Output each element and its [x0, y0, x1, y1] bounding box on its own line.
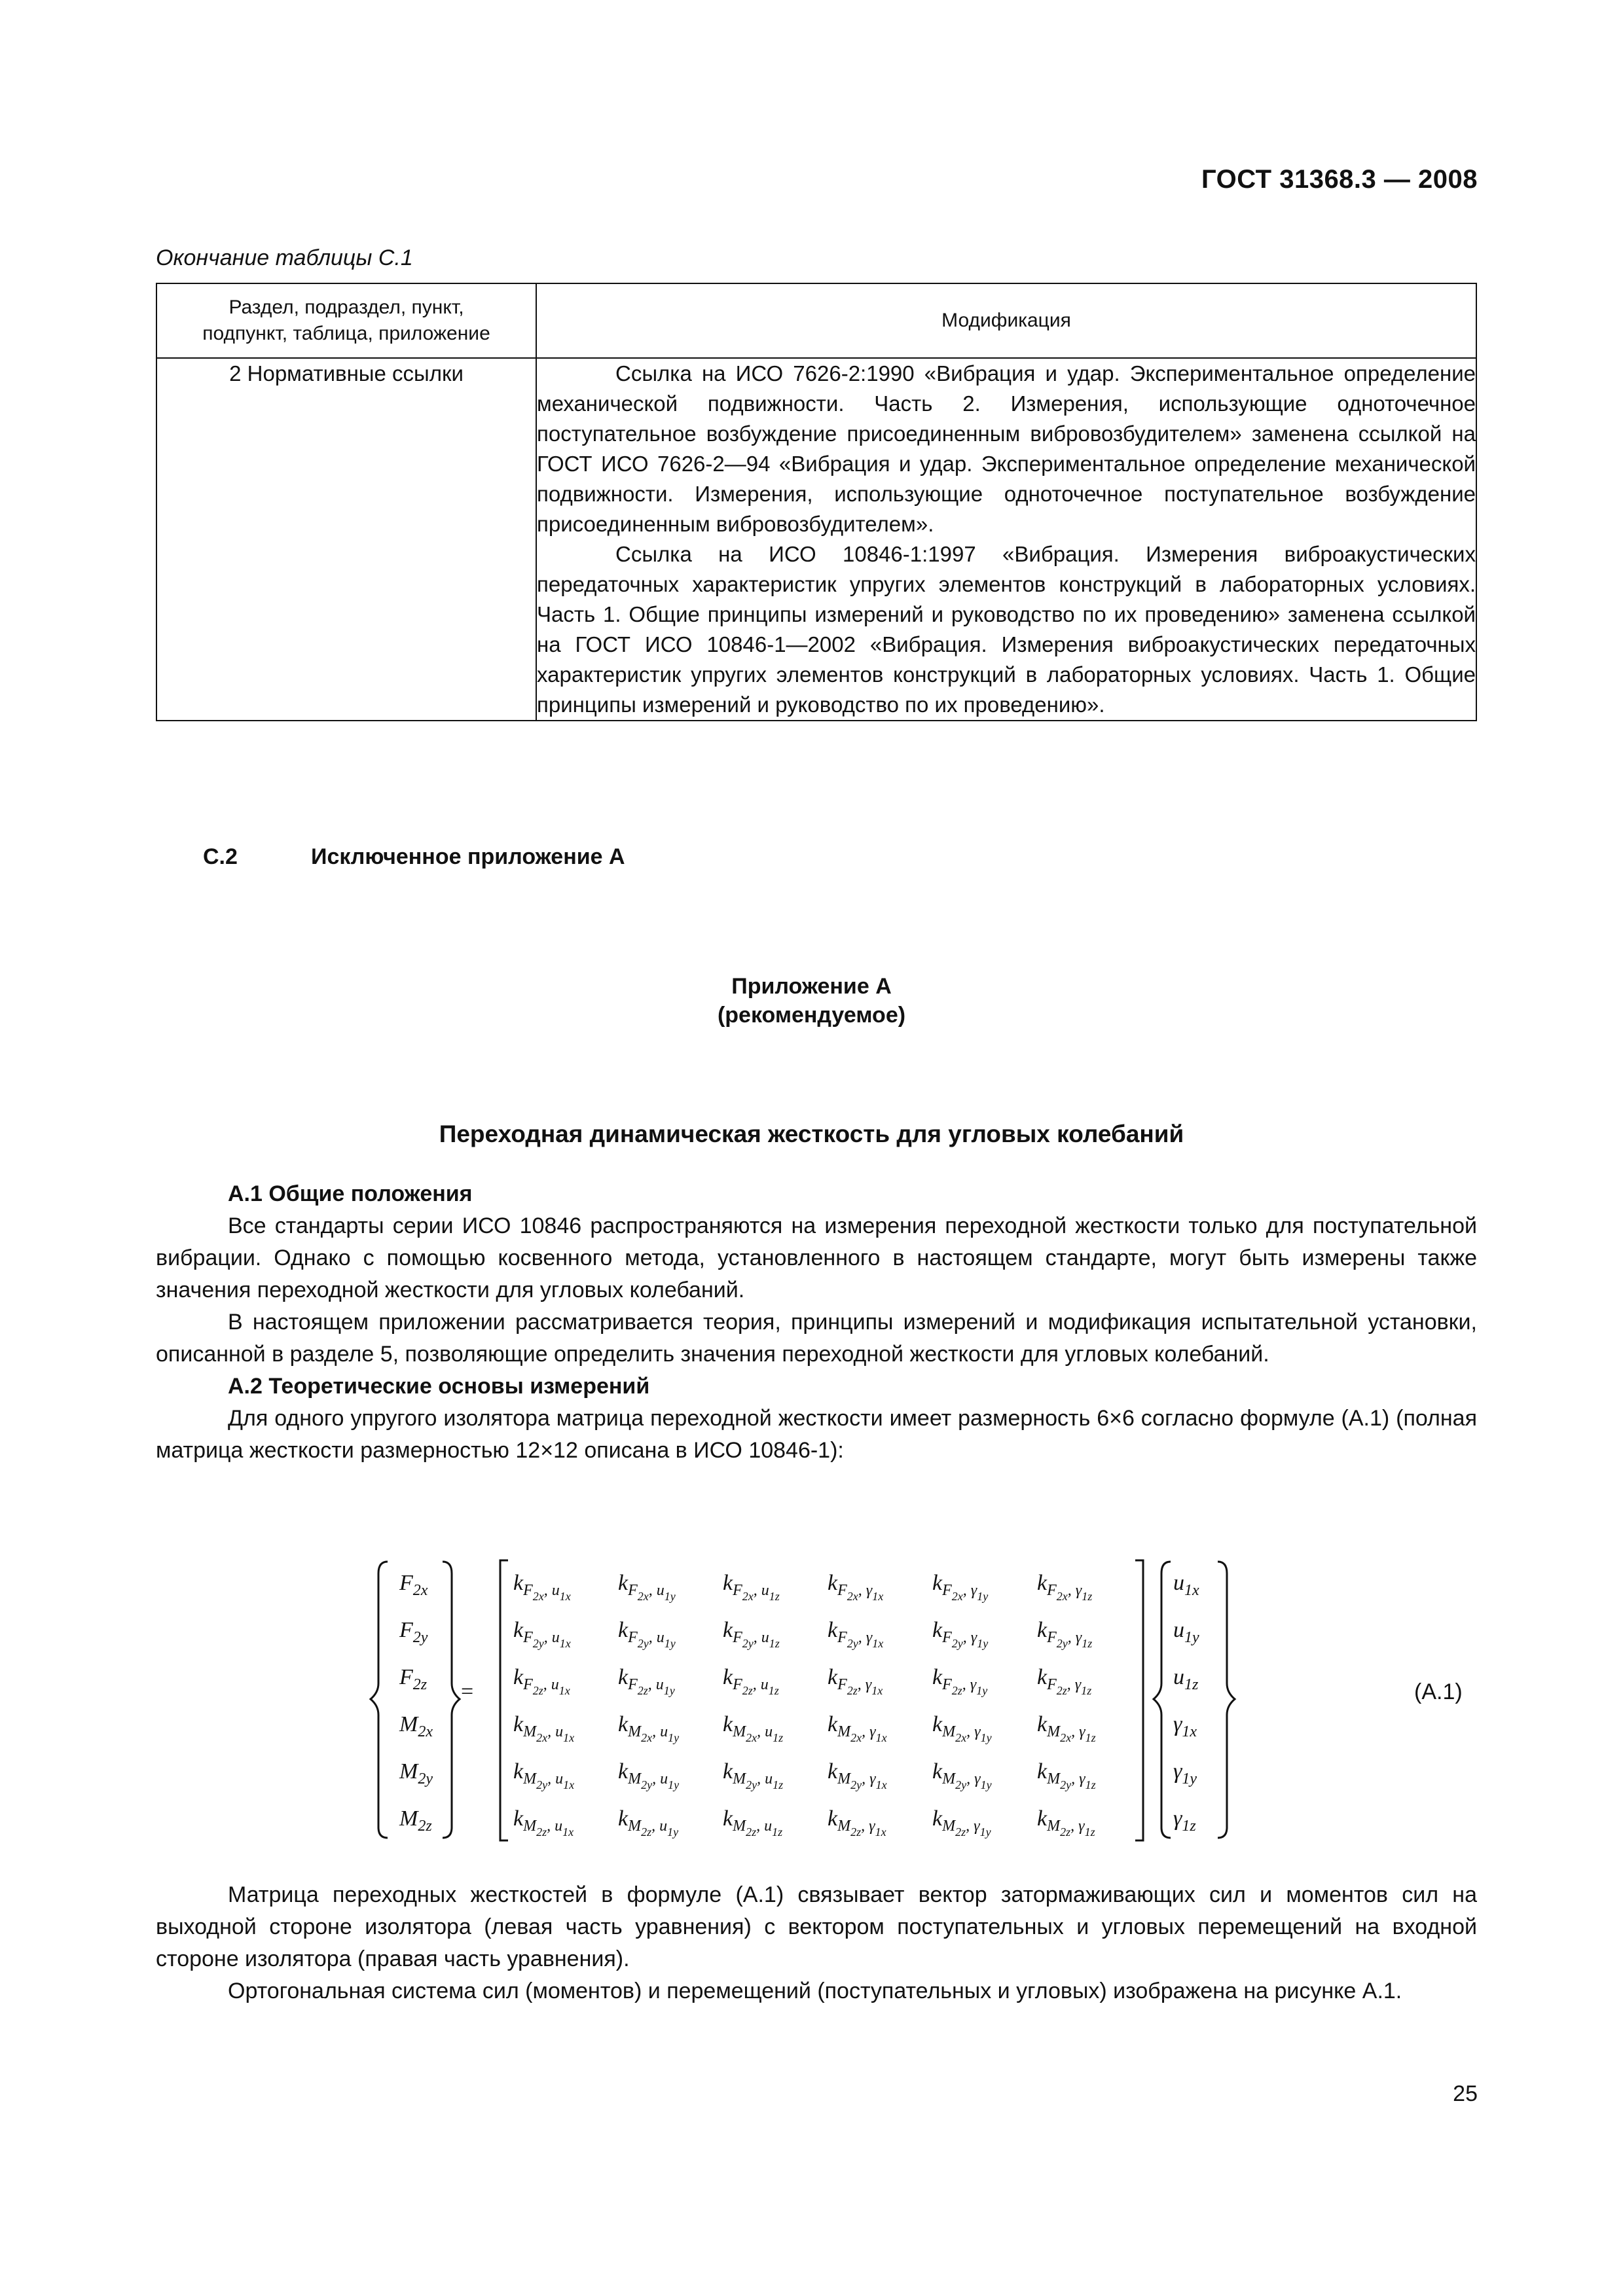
left-brace-rhs	[1154, 1562, 1171, 1838]
force-vector-entry: $F_{2y}$	[399, 1618, 428, 1646]
appendix-section-title: Переходная динамическая жесткость для угловых колебаний	[439, 1121, 1184, 1147]
matrix-entry: $k_{F_{2x}, \gamma_{1x}}$	[828, 1571, 884, 1603]
matrix-entry: $k_{F_{2z}, u_{1x}}$	[513, 1665, 570, 1697]
force-vector-entry: $F_{2z}$	[399, 1665, 428, 1693]
matrix-entry: $k_{M_{2x}, u_{1x}}$	[513, 1712, 575, 1744]
displacement-vector-entry: $u_{1x}$	[1173, 1571, 1199, 1599]
subsection-heading-a1: А.1 Общие положения	[228, 1181, 473, 1206]
matrix-entry: $k_{M_{2y}, u_{1y}}$	[618, 1759, 680, 1791]
paragraph: Для одного упругого изолятора матрица переходной жесткости имеет размерность 6×6 согласно формуле (А.1) (полная матрица жесткости размерностью 12×12 описана в ИСО 10846-1):	[156, 1406, 1477, 1463]
right-brace-lhs	[443, 1562, 460, 1838]
matrix-entry: $k_{F_{2x}, \gamma_{1y}}$	[932, 1571, 989, 1603]
matrix-entry: $k_{F_{2y}, u_{1x}}$	[513, 1618, 571, 1650]
modification-table	[156, 283, 1477, 721]
document-code: ГОСТ 31368.3 — 2008	[1201, 165, 1478, 194]
matrix-entry: $k_{M_{2y}, u_{1z}}$	[723, 1759, 784, 1791]
right-brace-rhs	[1218, 1562, 1235, 1838]
table-cell-modification	[536, 358, 1476, 721]
appendix-body-bottom	[156, 1879, 1477, 2007]
matrix-entry: $k_{F_{2y}, u_{1z}}$	[723, 1618, 780, 1650]
appendix-title: Приложение А	[731, 974, 892, 999]
matrix-entry: $k_{F_{2y}, u_{1y}}$	[618, 1618, 676, 1650]
equals-sign: =	[461, 1679, 474, 1704]
table-caption: Окончание таблицы С.1	[156, 245, 413, 270]
section-number: С.2	[203, 844, 238, 869]
matrix-entry: $k_{F_{2z}, \gamma_{1z}}$	[1037, 1665, 1092, 1697]
matrix-entry: $k_{M_{2y}, \gamma_{1y}}$	[932, 1759, 992, 1791]
section-title: Исключенное приложение А	[311, 844, 625, 869]
matrix-entry: $k_{M_{2z}, u_{1y}}$	[618, 1806, 679, 1839]
matrix-entry: $k_{M_{2z}, \gamma_{1y}}$	[932, 1806, 991, 1839]
column-header-section	[156, 283, 536, 358]
displacement-vector-entry: $u_{1y}$	[1173, 1618, 1199, 1646]
displacement-vector-entry: $\gamma_{1y}$	[1173, 1759, 1197, 1787]
column-header-modification: Модификация	[536, 283, 1476, 358]
matrix-entry: $k_{M_{2z}, u_{1x}}$	[513, 1806, 574, 1839]
matrix-entry: $k_{M_{2x}, u_{1y}}$	[618, 1712, 680, 1744]
matrix-entry: $k_{F_{2y}, \gamma_{1z}}$	[1037, 1618, 1093, 1650]
matrix-entry: $k_{F_{2z}, \gamma_{1y}}$	[932, 1665, 988, 1697]
matrix-bracket-right	[1135, 1560, 1143, 1840]
matrix-entry: $k_{M_{2z}, \gamma_{1x}}$	[828, 1806, 886, 1839]
paragraph: Ортогональная система сил (моментов) и перемещений (поступательных и угловых) изображена на рисунке А.1.	[228, 1979, 1402, 2003]
displacement-vector-entry: $u_{1z}$	[1173, 1665, 1199, 1693]
matrix-entry: $k_{M_{2z}, \gamma_{1z}}$	[1037, 1806, 1095, 1839]
matrix-entry: $k_{M_{2x}, u_{1z}}$	[723, 1712, 784, 1744]
section-c2-heading	[203, 844, 625, 870]
page-number: 25	[1453, 2081, 1478, 2106]
equation-label: (А.1)	[1414, 1679, 1463, 1704]
matrix-entry: $k_{M_{2x}, \gamma_{1x}}$	[828, 1712, 887, 1744]
appendix-kind: (рекомендуемое)	[717, 1003, 906, 1028]
paragraph: В настоящем приложении рассматривается теория, принципы измерений и модификация испытательной установки, описанной в разделе 5, позволяющие определить значения переходной жесткости для угловых колебаний.	[156, 1310, 1477, 1367]
table-header-row	[156, 283, 1476, 358]
paragraph: Матрица переходных жесткостей в формуле (А.1) связывает вектор затормаживающих сил и моментов сил на выходной стороне изолятора (левая часть уравнения) с вектором поступательных и угловых перемещений на входной стороне изолятора (правая часть уравнения).	[156, 1882, 1477, 1971]
stiffness-matrix-equation	[367, 1555, 1480, 1846]
matrix-entry: $k_{M_{2x}, \gamma_{1z}}$	[1037, 1712, 1096, 1744]
matrix-entry: $k_{M_{2z}, u_{1z}}$	[723, 1806, 783, 1839]
matrix-entry: $k_{F_{2x}, u_{1x}}$	[513, 1571, 571, 1603]
left-brace-lhs	[371, 1562, 388, 1838]
paragraph: Все стандарты серии ИСО 10846 распространяются на измерения переходной жесткости только для поступательной вибрации. Однако с помощью косвенного метода, установленного в настоящем стандарте, могут быть измерены также значения переходной жесткости для угловых колебаний.	[156, 1213, 1477, 1302]
table-cell-section: 2 Нормативные ссылки	[156, 358, 536, 721]
appendix-body-top	[156, 1178, 1477, 1467]
matrix-entry: $k_{M_{2y}, \gamma_{1x}}$	[828, 1759, 887, 1791]
force-vector-entry: $M_{2z}$	[399, 1806, 432, 1835]
table-row	[156, 358, 1476, 721]
matrix-entry: $k_{F_{2y}, \gamma_{1y}}$	[932, 1618, 989, 1650]
matrix-entry: $k_{F_{2z}, u_{1z}}$	[723, 1665, 779, 1697]
column-header-section-line2: подпункт, таблица, приложение	[202, 323, 490, 344]
matrix-entry: $k_{F_{2y}, \gamma_{1x}}$	[828, 1618, 884, 1650]
modification-paragraph: Ссылка на ИСО 10846-1:1997 «Вибрация. Измерения виброакустических передаточных характеристик упругих элементов конструкций в лабораторных условиях. Часть 1. Общие принципы измерений и руководство по их проведению» заменена ссылкой на ГОСТ ИСО 10846-1—2002 «Вибрация. Измерения виброакустических передаточных характеристик упругих элементов конструкций в лабораторных условиях. Часть 1. Общие принципы измерений и руководство по их проведению».	[537, 542, 1476, 717]
matrix-entry: $k_{M_{2y}, \gamma_{1z}}$	[1037, 1759, 1096, 1791]
matrix-entry: $k_{F_{2x}, \gamma_{1z}}$	[1037, 1571, 1093, 1603]
matrix-entry: $k_{M_{2y}, u_{1x}}$	[513, 1759, 575, 1791]
matrix-entry: $k_{F_{2z}, \gamma_{1x}}$	[828, 1665, 883, 1697]
force-vector-entry: $M_{2x}$	[399, 1712, 433, 1740]
column-header-section-line1: Раздел, подраздел, пункт,	[228, 296, 464, 318]
matrix-bracket-left	[500, 1560, 508, 1840]
matrix-entry: $k_{F_{2z}, u_{1y}}$	[618, 1665, 675, 1697]
force-vector-entry: $M_{2y}$	[399, 1759, 433, 1787]
matrix-entry: $k_{M_{2x}, \gamma_{1y}}$	[932, 1712, 992, 1744]
displacement-vector-entry: $\gamma_{1z}$	[1173, 1806, 1196, 1835]
subsection-heading-a2: А.2 Теоретические основы измерений	[228, 1374, 650, 1399]
force-vector-entry: $F_{2x}$	[399, 1571, 428, 1599]
matrix-entry: $k_{F_{2x}, u_{1z}}$	[723, 1571, 780, 1603]
matrix-entry: $k_{F_{2x}, u_{1y}}$	[618, 1571, 676, 1603]
modification-paragraph: Ссылка на ИСО 7626-2:1990 «Вибрация и удар. Экспериментальное определение механической подвижности. Часть 2. Измерения, использующие одноточечное поступательное возбуждение присоединенным вибровозбудителем» заменена ссылкой на ГОСТ ИСО 7626-2—94 «Вибрация и удар. Экспериментальное определение механической подвижности. Измерения, использующие одноточечное поступательное возбуждение присоединенным вибровозбудителем».	[537, 361, 1476, 536]
displacement-vector-entry: $\gamma_{1x}$	[1173, 1712, 1197, 1740]
